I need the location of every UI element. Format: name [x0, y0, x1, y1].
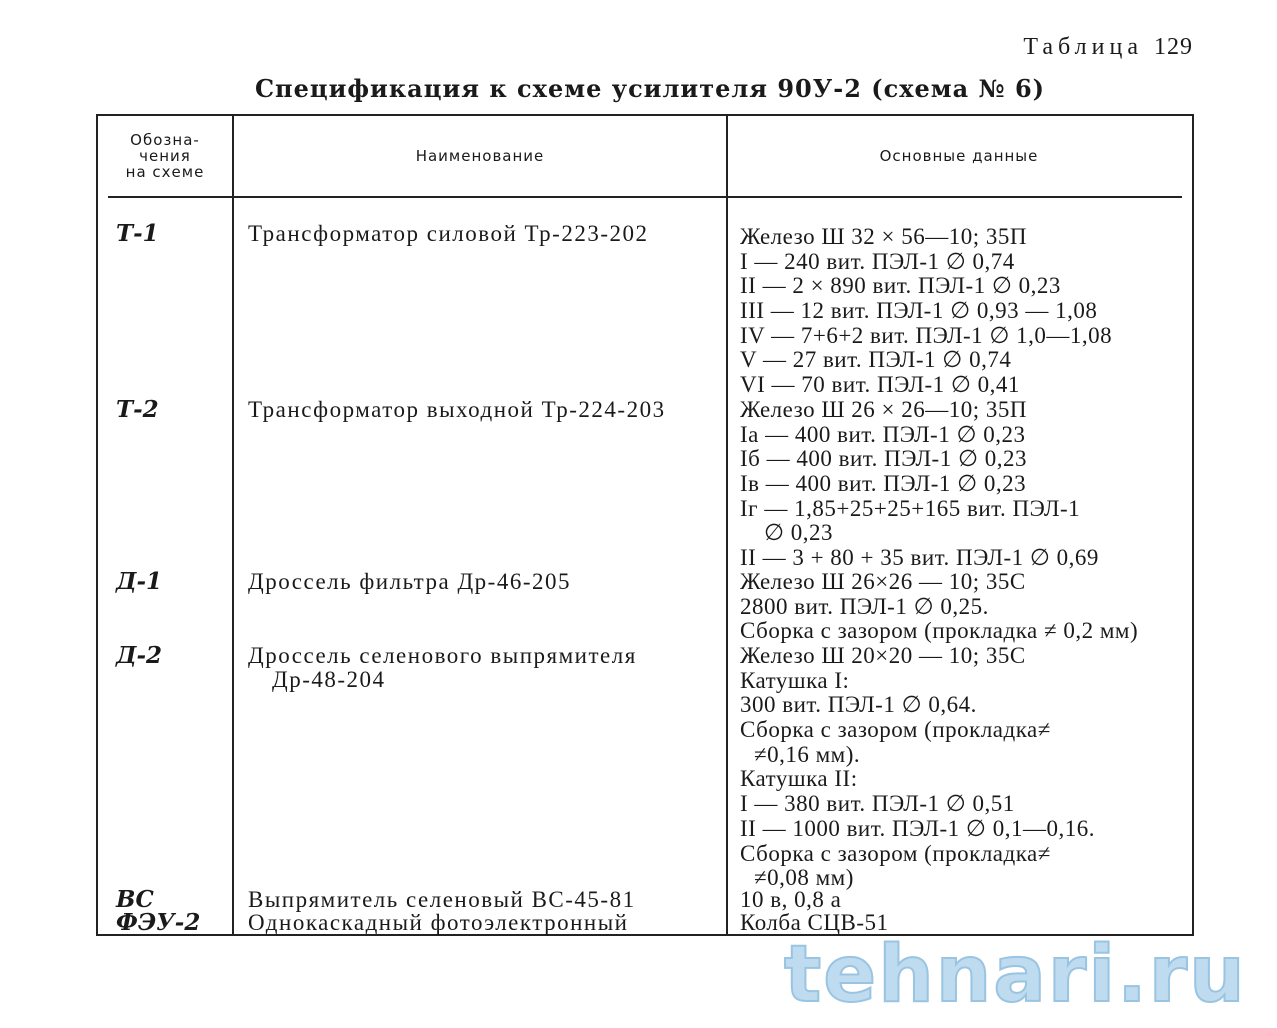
data-line: Сборка с зазором (прокладка≠: [740, 717, 1051, 743]
row-name-line: Дроссель селенового выпрямителя: [248, 643, 637, 668]
data-line: ≠0,08 мм): [754, 865, 854, 891]
row-code: Д-2: [116, 642, 162, 669]
data-line: I — 240 вит. ПЭЛ-1 ∅ 0,74: [740, 248, 1015, 274]
data-line: Iг — 1,85+25+25+165 вит. ПЭЛ-1: [740, 495, 1081, 521]
column-divider: [232, 116, 234, 934]
data-line: ∅ 0,23: [764, 520, 834, 546]
data-line: ≠0,16 мм).: [754, 741, 861, 767]
data-line: VI — 70 вит. ПЭЛ-1 ∅ 0,41: [740, 372, 1020, 398]
row-code: Т-1: [116, 220, 159, 247]
data-line: IV — 7+6+2 вит. ПЭЛ-1 ∅ 1,0—1,08: [740, 322, 1113, 348]
row-data: [740, 225, 1112, 398]
row-name: [248, 398, 666, 422]
data-line: II — 2 × 890 вит. ПЭЛ-1 ∅ 0,23: [740, 273, 1061, 299]
data-line: Сборка с зазором (прокладка≠: [740, 840, 1051, 866]
data-line: Iв — 400 вит. ПЭЛ-1 ∅ 0,23: [740, 471, 1027, 497]
column-header-line: на схеме: [125, 163, 205, 181]
data-line: I — 380 вит. ПЭЛ-1 ∅ 0,51: [740, 791, 1015, 817]
row-code: Т-2: [116, 396, 159, 423]
spec-table: [96, 114, 1194, 936]
row-code: ФЭУ-2: [116, 909, 201, 936]
row-name: [248, 570, 571, 594]
data-line: 300 вит. ПЭЛ-1 ∅ 0,64.: [740, 692, 977, 718]
row-name: [248, 888, 636, 912]
column-header-designation: [98, 116, 232, 196]
data-line: Ia — 400 вит. ПЭЛ-1 ∅ 0,23: [740, 421, 1026, 447]
row-name-line: Дроссель фильтра Др-46-205: [248, 569, 571, 594]
data-line: III — 12 вит. ПЭЛ-1 ∅ 0,93 — 1,08: [740, 298, 1098, 324]
data-line: 10 в, 0,8 а: [740, 887, 842, 912]
data-line: II — 3 + 80 + 35 вит. ПЭЛ-1 ∅ 0,69: [740, 545, 1099, 571]
row-name-line: Трансформатор силовой Тр-223-202: [248, 221, 649, 246]
data-line: Железо Ш 26 × 26—10; 35П: [740, 397, 1027, 422]
row-code: ВС: [116, 886, 154, 913]
data-line: Сборка с зазором (прокладка ≠ 0,2 мм): [740, 618, 1139, 644]
column-header-line: чения: [139, 147, 191, 165]
header-divider: [108, 196, 1182, 198]
column-header-name: Наименование: [415, 147, 545, 165]
table-title: Спецификация к схеме усилителя 90У-2 (схема № 6): [254, 74, 1046, 103]
data-line: Iб — 400 вит. ПЭЛ-1 ∅ 0,23: [740, 446, 1027, 472]
row-name-line: Выпрямитель селеновый ВС-45-81: [248, 887, 636, 912]
row-name: [248, 222, 649, 246]
data-line: 2800 вит. ПЭЛ-1 ∅ 0,25.: [740, 593, 989, 619]
data-line: II — 1000 вит. ПЭЛ-1 ∅ 0,1—0,16.: [740, 815, 1095, 841]
row-name-line: Однокаскадный фотоэлектронный: [248, 910, 629, 935]
data-line: Катушка I:: [740, 667, 850, 693]
data-line: V — 27 вит. ПЭЛ-1 ∅ 0,74: [740, 347, 1012, 373]
row-name-line: Др-48-204: [272, 667, 386, 692]
watermark: tehnari.ru: [784, 930, 1247, 1020]
row-data: [740, 644, 1095, 891]
row-data: [740, 570, 1138, 644]
data-line: Железо Ш 20×20 — 10; 35С: [740, 643, 1026, 668]
data-line: Железо Ш 32 × 56—10; 35П: [740, 224, 1027, 249]
table-label: Таблица: [1023, 34, 1143, 60]
column-header-line: Обозна-: [130, 131, 200, 149]
table-number-value: 129: [1154, 34, 1193, 60]
column-header-data: Основные данные: [879, 147, 1039, 165]
row-code: Д-1: [116, 568, 162, 595]
row-name: [248, 644, 637, 692]
data-line: Колба СЦВ-51: [740, 910, 889, 935]
table-number: [1023, 34, 1193, 61]
column-divider: [726, 116, 728, 934]
row-name: [248, 911, 628, 935]
data-line: Катушка II:: [740, 766, 858, 792]
row-name-line: Трансформатор выходной Тр-224-203: [248, 397, 666, 422]
data-line: Железо Ш 26×26 — 10; 35С: [740, 569, 1026, 594]
row-data: [740, 888, 841, 913]
row-data: [740, 398, 1099, 571]
